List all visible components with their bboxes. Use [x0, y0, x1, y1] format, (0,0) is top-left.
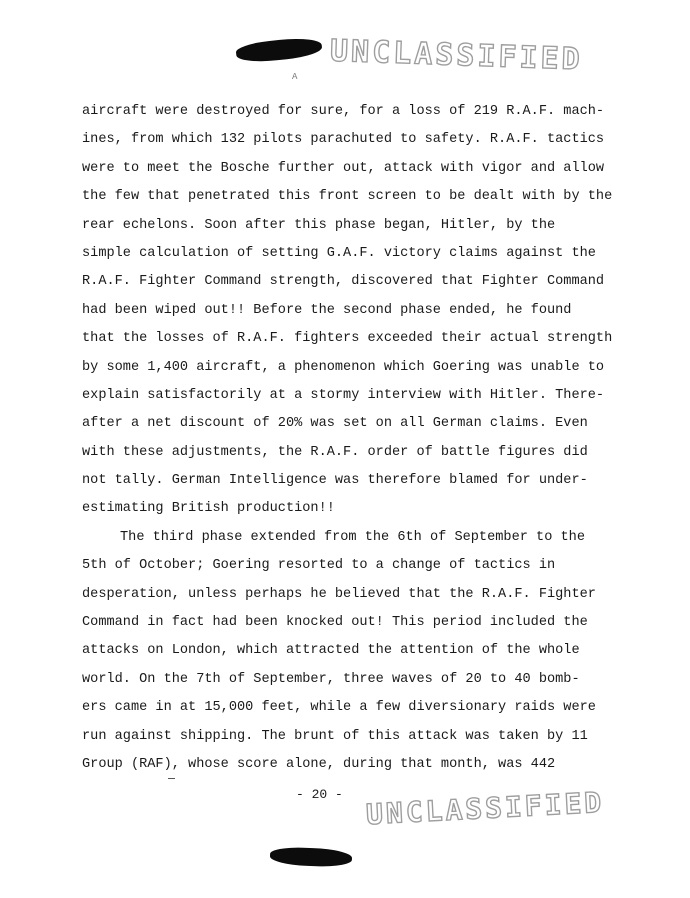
text-line: Command in fact had been knocked out! This period included the	[82, 615, 588, 631]
text-line: desperation, unless perhaps he believed that the R.A.F. Fighter	[82, 586, 596, 602]
footer-stamp: UNCLASSIFIED	[365, 785, 605, 832]
text-line: with these adjustments, the R.A.F. order of battle figures did	[82, 444, 588, 460]
text-line: were to meet the Bosche further out, attack with vigor and allow	[82, 160, 605, 176]
body-text	[82, 98, 613, 779]
text-line: rear echelons. Soon after this phase began, Hitler, by the	[82, 217, 556, 233]
text-line: after a net discount of 20% was set on all German claims. Even	[82, 416, 588, 432]
text-line: simple calculation of setting G.A.F. victory claims against the	[82, 245, 596, 261]
text-line: R.A.F. Fighter Command strength, discovered that Fighter Command	[82, 274, 605, 290]
text-line: attacks on London, which attracted the attention of the whole	[82, 643, 580, 659]
text-line: 5th of October; Goering resorted to a change of tactics in	[82, 558, 556, 574]
text-line: the few that penetrated this front screen to be dealt with by the	[82, 189, 613, 205]
text-line: estimating British production!!	[82, 501, 335, 517]
bottom-redaction-bar	[270, 847, 353, 868]
text-line: ers came in at 15,000 feet, while a few diversionary raids were	[82, 700, 596, 716]
text-line: run against shipping. The brunt of this attack was taken by 11	[82, 728, 588, 744]
top-redaction-bar	[235, 36, 323, 65]
text-line: that the losses of R.A.F. fighters exceeded their actual strength	[82, 331, 613, 347]
text-line: not tally. German Intelligence was therefore blamed for under-	[82, 473, 588, 489]
text-line: Group (RAF), whose score alone, during that month, was 442	[82, 756, 556, 772]
text-line: explain satisfactorily at a stormy interview with Hitler. There-	[82, 387, 605, 403]
header-mark: A	[292, 72, 298, 82]
text-line: had been wiped out!! Before the second phase ended, he found	[82, 302, 572, 318]
text-line: ines, from which 132 pilots parachuted to safety. R.A.F. tactics	[82, 132, 605, 148]
text-line: by some 1,400 aircraft, a phenomenon which Goering was unable to	[82, 359, 605, 375]
text-line: aircraft were destroyed for sure, for a loss of 219 R.A.F. mach-	[82, 104, 605, 119]
stray-mark	[168, 778, 175, 779]
text-line: The third phase extended from the 6th of September to the	[120, 529, 585, 545]
header-stamp: UNCLASSIFIED	[329, 33, 584, 78]
page-number: - 20 -	[296, 787, 343, 802]
text-line: world. On the 7th of September, three waves of 20 to 40 bomb-	[82, 671, 580, 687]
